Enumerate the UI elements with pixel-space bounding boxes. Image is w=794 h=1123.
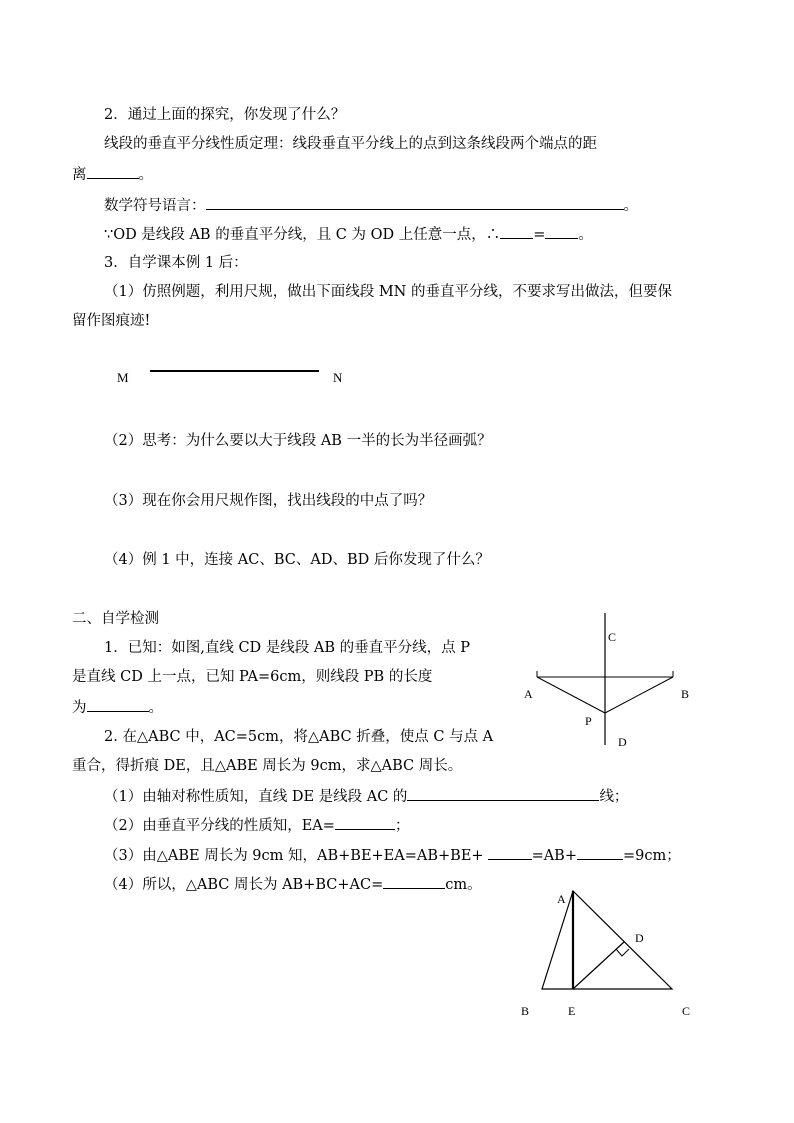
question-3-1-line-2: 留作图痕迹! — [72, 313, 151, 329]
since-line — [104, 224, 593, 244]
symbol-language-blank[interactable] — [206, 195, 624, 210]
step-3-blank-1[interactable] — [488, 845, 532, 860]
segment-mn — [150, 370, 319, 372]
section-2-heading: 二、自学检测 — [72, 611, 159, 627]
problem-1-blank[interactable] — [87, 697, 149, 712]
fig1-label-p: P — [585, 714, 592, 728]
fig2-label-a: A — [557, 892, 566, 906]
since-text: ∵OD 是线段 AB 的垂直平分线，且 C 为 OD 上任意一点，∴ — [104, 227, 501, 243]
fig1-label-c: C — [608, 630, 617, 644]
step-4-blank[interactable] — [383, 874, 445, 889]
step-4-text: （4）所以，△ABC 周长为 AB+BC+AC= — [104, 877, 384, 893]
step-3 — [104, 845, 681, 865]
symbol-language-end: 。 — [623, 198, 638, 214]
since-blank-1[interactable] — [500, 224, 533, 239]
theorem-line-1: 线段的垂直平分线性质定理：线段垂直平分线上的点到这条线段两个端点的距 — [104, 136, 597, 152]
fig2-label-b: B — [521, 1004, 530, 1018]
since-eq: = — [533, 227, 546, 243]
step-3-blank-2[interactable] — [577, 845, 623, 860]
problem-2-line-1: 2. 在△ABC 中，AC=5cm，将△ABC 折叠，使点 C 与点 A — [104, 729, 494, 745]
right-angle-mark — [616, 949, 629, 956]
figure-perpendicular-bisector — [510, 605, 710, 750]
step-1-end: 线； — [599, 789, 629, 805]
fig1-label-d: D — [618, 735, 627, 749]
step-3-end: =9cm； — [623, 848, 681, 864]
fig2-label-d: D — [635, 931, 644, 945]
step-3-mid: =AB+ — [531, 848, 577, 864]
segment-pb — [605, 677, 673, 713]
figure-folded-triangle — [510, 885, 710, 1020]
fig1-label-a: A — [524, 687, 533, 701]
problem-1-line-3 — [72, 697, 163, 717]
fig1-label-b: B — [681, 687, 690, 701]
problem-2-line-2: 重合，得折痕 DE，且△ABE 周长为 9cm，求△ABC 周长。 — [72, 758, 463, 774]
question-3-1-line-1: （1）仿照例题，利用尺规，做出下面线段 MN 的垂直平分线，不要求写出做法，但要保 — [104, 284, 672, 300]
theorem-end: 。 — [138, 167, 153, 183]
problem-1-line-2: 是直线 CD 上一点，已知 PA=6cm，则线段 PB 的长度 — [72, 669, 433, 685]
question-3-3: （3）现在你会用尺规作图，找出线段的中点了吗？ — [104, 493, 433, 509]
step-2-blank[interactable] — [335, 815, 395, 830]
step-2 — [104, 815, 409, 835]
question-3-2: （2）思考：为什么要以大于线段 AB 一半的长为半径画弧？ — [104, 433, 492, 449]
step-4-end: cm。 — [445, 877, 482, 893]
problem-1-end: 。 — [148, 700, 163, 716]
question-2: 2．通过上面的探究，你发现了什么？ — [104, 107, 346, 123]
problem-1-text: 为 — [72, 700, 87, 716]
theorem-line-2 — [72, 164, 153, 184]
fig2-label-e: E — [568, 1004, 576, 1018]
step-2-end: ； — [394, 818, 410, 834]
problem-1-line-1: 1．已知：如图,直线 CD 是线段 AB 的垂直平分线，点 P — [104, 640, 470, 656]
step-4 — [104, 874, 482, 894]
step-2-text: （2）由垂直平分线的性质知，EA= — [104, 818, 335, 834]
question-3-4: （4）例 1 中，连接 AC、BC、AD、BD 后你发现了什么？ — [104, 552, 490, 568]
step-3-text: （3）由△ABE 周长为 9cm 知，AB+BE+EA=AB+BE+ — [104, 848, 484, 864]
since-end: 。 — [578, 227, 593, 243]
question-3: 3．自学课本例 1 后： — [104, 255, 248, 271]
symbol-language-line — [104, 195, 638, 215]
point-n-label: N — [333, 370, 343, 385]
theorem-text: 离 — [72, 167, 87, 183]
step-1-blank[interactable] — [407, 786, 599, 801]
fig2-label-c: C — [682, 1004, 691, 1018]
symbol-language-label: 数学符号语言： — [104, 198, 206, 214]
point-m-label: M — [117, 370, 129, 385]
step-1 — [104, 786, 628, 806]
segment-pa — [537, 677, 605, 713]
theorem-blank[interactable] — [87, 164, 139, 179]
since-blank-2[interactable] — [545, 224, 578, 239]
step-1-text: （1）由轴对称性质知，直线 DE 是线段 AC 的 — [104, 789, 408, 805]
